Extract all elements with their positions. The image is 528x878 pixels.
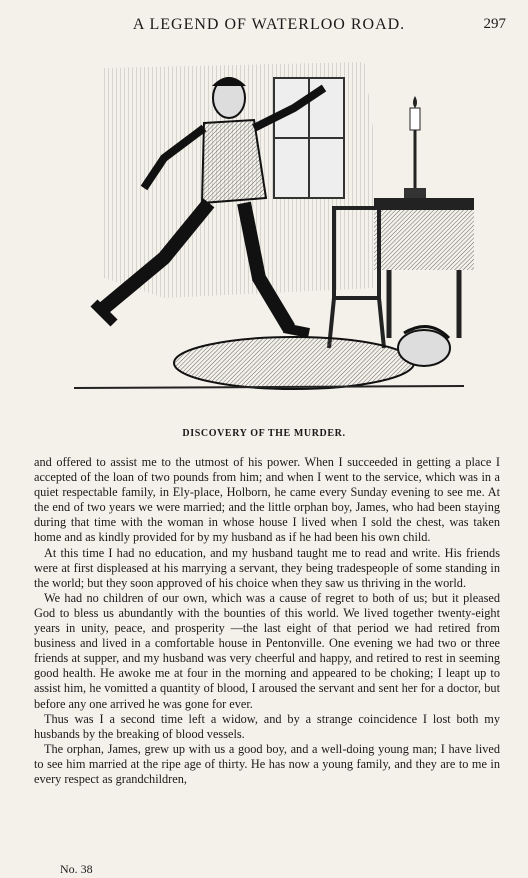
engraving-illustration	[44, 48, 492, 400]
paragraph: Thus was I a second time left a widow, and by a strange coincidence I lost both my husbands by the breaking of blood vessels.	[34, 711, 500, 741]
signature-mark: No. 38	[60, 862, 93, 876]
page-header	[32, 16, 506, 36]
paragraph: At this time I had no education, and my husband taught me to read and write. His friends were at first displeased at his marrying a servant, they being tradespeople of some standing in the world; but they soon approved of his choice when they saw us thriving in the world.	[34, 545, 500, 590]
page-number: 297	[483, 16, 506, 32]
table-with-candle	[374, 96, 474, 338]
running-title: A LEGEND OF WATERLOO ROAD.	[132, 16, 406, 33]
fallen-woman-figure	[174, 327, 450, 389]
illustration-caption: DISCOVERY OF THE MURDER.	[182, 428, 346, 439]
body-text	[34, 455, 500, 787]
floor-line	[74, 386, 464, 388]
paragraph: and offered to assist me to the utmost of his power. When I succeeded in getting a place I accepted of the loan of two pounds from him; and when I went to the service, which was in a quiet respectable family, in Ely-place, Holborn, he came every Sunday evening to see me. At the end of two years we were married; and the little orphan boy, James, who had been staying during that time with the woman in whose house I lived when I sold the chest, was taken home and as kindly provided for by my husband as if he had been his own child.	[34, 455, 500, 545]
paragraph: The orphan, James, grew up with us a good boy, and a well-doing young man; I have lived to see him married at the ripe age of thirty. He has now a young family, and they are to me in every respect as grandchildren,	[34, 741, 500, 786]
paragraph: We had no children of our own, which was a cause of regret to both of us; but it pleased God to bless us abundantly with the bounties of this world. We lived together twenty-eight years in unity, peace, and prosperity —the last eight of that period we had retired from business and lived in a comfortable house in Pentonville. One evening we had two or three friends at supper, and my husband was very cheerful and happy, and retired to rest in seeming good health. He awoke me at four in the morning and appeared to be choking; I leapt up to assist him, he vomitted a quantity of blood, I aroused the servant and sent her for a doctor, but before any one arrived he was gone for ever.	[34, 590, 500, 711]
